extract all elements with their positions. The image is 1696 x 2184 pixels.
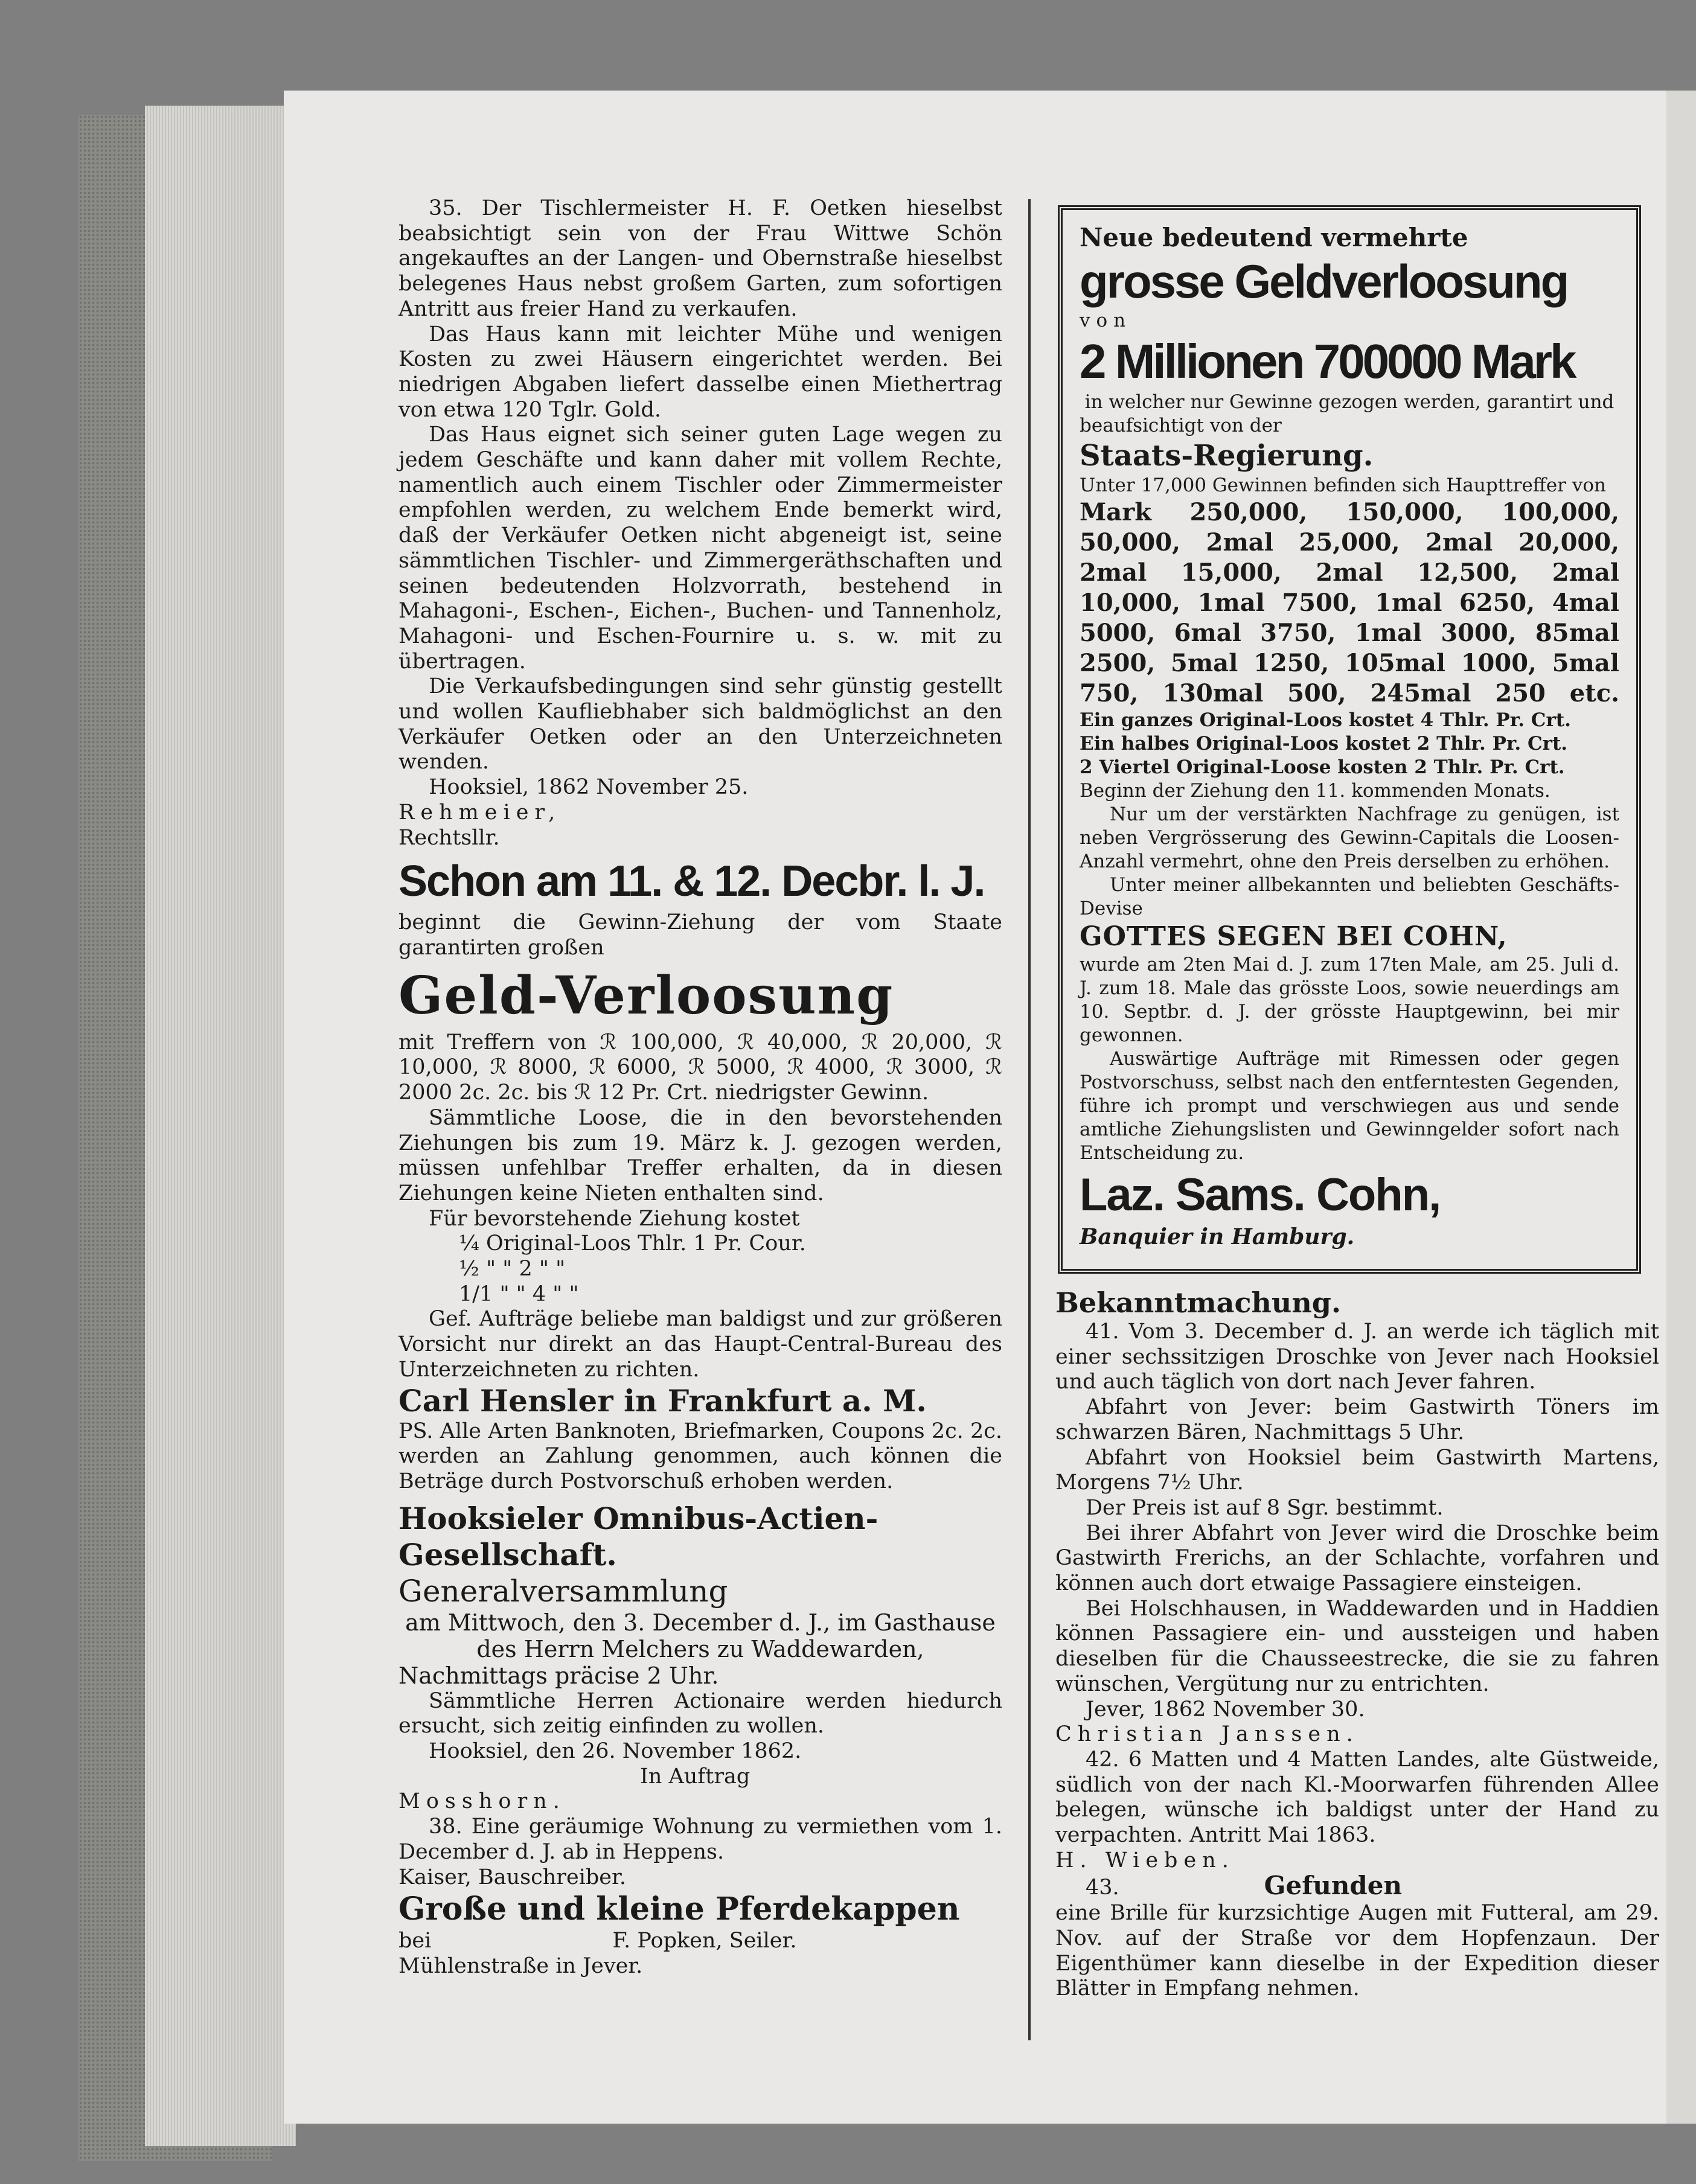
column-rule [1028,199,1031,2040]
lottery-conditions: Sämmtliche Loose, die in den bevorstehenden Ziehungen bis zum 19. März k. J. gezogen werden, müssen unfehlbar Treffer erhalten, da in diesen Ziehungen keine Nieten enthalten sind. [398,1105,1002,1205]
lottery-title: Geld-Verloosung [398,965,894,1026]
notice-41-date: Jever, 1862 November 30. [1086,1697,1365,1722]
horse-caps-name: F. Popken, Seiler. [612,1929,797,1953]
notice-43-heading-line [1055,1873,1659,1901]
omnibus-meeting-details: am Mittwoch, den 3. December d. J., im Gasthause des Herrn Melchers zu Waddewarden, Nachmittags präcise 2 Uhr. [398,1609,996,1689]
notice-35-signature: Rehmeier, [398,800,562,825]
ad-demand: Nur um der verstärkten Nachfrage zu genügen, ist neben Vergrösserung des Gewinn-Capitals die Loosen-Anzahl vermehrt, ohne den Preis derselben zu erhöhen. [1080,803,1619,872]
lottery-price-row: 1/1 " " 4 " " [459,1282,579,1306]
right-column [1055,1286,1659,2002]
notice-41-pickup: Bei ihrer Abfahrt von Jever wird die Droschke beim Gastwirth Frerichs, an der Schlachte, vorfahren und können auch dort etwaige Passagiere einsteigen. [1055,1521,1659,1596]
ad-motto: GOTTES SEGEN BEI COHN, [1080,921,1508,952]
ad-price-quarter: 2 Viertel Original-Loose kosten 2 Thlr. Pr. Crt. [1080,756,1565,778]
omnibus-heading-3: Generalversammlung [398,1573,728,1609]
ad-orders: Auswärtige Aufträge mit Rimessen oder gegen Postvorschuss, selbst nach den entferntesten Gegenden, führe ich prompt und verschwiegen aus und sende amtliche Ziehungslisten und Gewinngelder sofort nach Entscheidung zu. [1080,1048,1619,1164]
ad-motto-intro: Unter meiner allbekannten und beliebten Geschäfts-Devise [1080,874,1619,919]
notice-41-stops: Bei Holschhausen, in Waddewarden und in Haddien können Passagiere ein- und aussteigen und haben dieselben für die Chausseestrecke, die sie zu fahren wünschen, Vergütung nur zu entrichten. [1055,1596,1659,1696]
ad-heading-2: grosse Geldverloosung [1080,255,1568,308]
ad-price-whole: Ein ganzes Original-Loos kostet 4 Thlr. Pr. Crt. [1080,709,1571,731]
omnibus-heading-1: Hooksieler Omnibus-Actien- [398,1500,878,1536]
horse-caps-bei: bei [398,1929,432,1953]
announcement-heading: Bekanntmachung. [1055,1286,1341,1319]
notice-42-text: 42. 6 Matten und 4 Matten Landes, alte Güstweide, südlich von der nach Kl.-Moorwarfen führenden Allee belegen, wünsche ich baldigst unter der Hand zu verpachten. Antritt Mai 1863. [1055,1747,1659,1848]
ad-intro: in welcher nur Gewinne gezogen werden, garantirt und beaufsichtigt von der [1080,391,1614,436]
ad-prize-intro: Unter 17,000 Gewinnen befinden sich Haupttreffer von [1080,474,1606,496]
notice-43-heading: Gefunden [1264,1871,1403,1901]
ad-von: von [1080,310,1132,331]
omnibus-signature: Mosshorn. [398,1789,566,1814]
notice-38-signature: Kaiser, Bauschreiber. [398,1865,627,1889]
horse-caps-address: Mühlenstraße in Jever. [398,1953,643,1978]
lottery-postscript: PS. Alle Arten Banknoten, Briefmarken, Coupons 2c. 2c. werden an Zahlung genommen, auch können die Beträge durch Postvorschuß erhoben werden. [398,1419,1002,1493]
ad-history: wurde am 2ten Mai d. J. zum 17ten Male, am 25. Juli d. J. zum 18. Male das grösste Loos, sowie neuerdings am 10. Septbr. d. J. der grösste Hauptgewinn, bei mir gewonnen. [1080,954,1619,1046]
horse-caps-seller [398,1929,1002,1954]
notice-35-para4: Die Verkaufsbedingungen sind sehr günstig gestellt und wollen Kaufliebhaber sich baldmöglichst an den Verkäufer Oetken oder an den Unterzeichneten wenden. [398,674,1002,774]
lottery-headline: Schon am 11. & 12. Decbr. l. J. [398,857,985,906]
left-column [398,196,1002,1979]
notice-43-number: 43. [1086,1876,1119,1900]
notice-35-date: Hooksiel, 1862 November 25. [429,775,749,800]
notice-41-signature: Christian Janssen. [1055,1722,1359,1747]
notice-41-departure-hooksiel: Abfahrt von Hooksiel beim Gastwirth Martens, Morgens 7½ Uhr. [1055,1445,1659,1495]
omnibus-heading-2: Gesellschaft. [398,1536,617,1573]
ad-signature: Laz. Sams. Cohn, [1080,1169,1441,1221]
ad-heading-1: Neue bedeutend vermehrte [1080,223,1468,252]
notice-42-signature: H. Wieben. [1055,1848,1235,1873]
notice-35-para3: Das Haus eignet sich seiner guten Lage wegen zu jedem Geschäfte und kann daher mit vollem Rechte, namentlich auch einem Tischler oder Zimmermeister empfohlen werden, zu welchem Ende bemerkt wird, daß der Verkäufer Oetken nicht abgeneigt ist, seine sämmtlichen Tischler- und Zimmergeräthschaften und seinen bedeutenden Holzvorrath, bestehend in Mahagoni-, Eschen-, Eichen-, Buchen- und Tannenholz, Mahagoni- und Eschen-Fournire u. s. w. mit zu übertragen. [398,423,1002,674]
notice-41-intro: 41. Vom 3. December d. J. an werde ich täglich mit einer sechssitzigen Droschke von Jever nach Hooksiel und auch täglich von dort nach Jever fahren. [1055,1320,1659,1394]
lottery-orders: Gef. Aufträge beliebe man baldigst und zur größeren Vorsicht nur direkt an das Haupt-Central-Bureau des Unterzeichneten zu richten. [398,1307,1002,1382]
cohn-lottery-ad [1058,205,1641,1274]
notice-35-intro: 35. Der Tischlermeister H. F. Oetken hieselbst beabsichtigt sein von der Frau Wittwe Schön angekauftes an der Langen- und Obernstraße hieselbst belegenes Haus nebst großem Garten, zum sofortigen Antritt aus freier Hand zu verkaufen. [398,196,1002,321]
page-edges [145,106,296,2146]
ad-price-half: Ein halbes Original-Loos kostet 2 Thlr. Pr. Crt. [1080,733,1568,755]
lottery-signature: Carl Hensler in Frankfurt a. M. [398,1382,927,1419]
omnibus-in-auftrag: In Auftrag [640,1764,750,1789]
notice-35-signature-title: Rechtsllr. [398,825,500,850]
lottery-price-intro: Für bevorstehende Ziehung kostet [429,1206,800,1231]
notice-43-text: eine Brille für kurzsichtige Augen mit Futteral, am 29. Nov. auf der Straße vor dem Hopfenzaun. Der Eigenthümer kann dieselbe in der Expedition dieser Blätter in Empfang nehmen. [1055,1901,1659,2001]
omnibus-invitation: Sämmtliche Herren Actionaire werden hiedurch ersucht, sich zeitig einfinden zu wollen. [398,1688,1002,1739]
ad-heading-3: 2 Millionen 700000 Mark [1080,334,1575,388]
next-page-edge [1666,91,1696,2124]
notice-35-para2: Das Haus kann mit leichter Mühe und wenigen Kosten zu zwei Häusern eingerichtet werden. Bei niedrigen Abgaben liefert dasselbe einen Miethertrag von etwa 120 Tglr. Gold. [398,322,1002,422]
notice-41-departure-jever: Abfahrt von Jever: beim Gastwirth Töners im schwarzen Bären, Nachmittags 5 Uhr. [1055,1395,1659,1445]
ad-draw-start: Beginn der Ziehung den 11. kommenden Monats. [1080,780,1550,802]
notice-41-price: Der Preis ist auf 8 Sgr. bestimmt. [1086,1495,1444,1520]
ad-heading-4: Staats-Regierung. [1080,439,1374,473]
notice-38-text: 38. Eine geräumige Wohnung zu vermiethen vom 1. December d. J. ab in Heppens. [398,1815,1002,1864]
lottery-price-row: ½ " " 2 " " [459,1257,566,1282]
lottery-prizes: mit Treffern von ℛ 100,000, ℛ 40,000, ℛ 20,000, ℛ 10,000, ℛ 8000, ℛ 6000, ℛ 5000, ℛ 4000, ℛ 3000, ℛ 2000 2c. 2c. bis ℛ 12 Pr. Crt. niedrigster Gewinn. [398,1030,1002,1105]
ad-prize-list: Mark 250,000, 150,000, 100,000, 50,000, 2mal 25,000, 2mal 20,000, 2mal 15,000, 2mal 12,500, 2mal 10,000, 1mal 7500, 1mal 6250, 4mal 5000, 6mal 3750, 1mal 3000, 85mal 2500, 5mal 1250, 105mal 1000, 5mal 750, 130mal 500, 245mal 250 etc. [1080,498,1619,707]
ad-signature-sub: Banquier in Hamburg. [1080,1224,1355,1250]
lottery-price-row: ¼ Original-Loos Thlr. 1 Pr. Cour. [459,1231,806,1256]
omnibus-date: Hooksiel, den 26. November 1862. [429,1739,802,1764]
lottery-intro: beginnt die Gewinn-Ziehung der vom Staate garantirten großen [398,910,1002,960]
horse-caps-heading: Große und kleine Pferdekappen [398,1891,960,1928]
